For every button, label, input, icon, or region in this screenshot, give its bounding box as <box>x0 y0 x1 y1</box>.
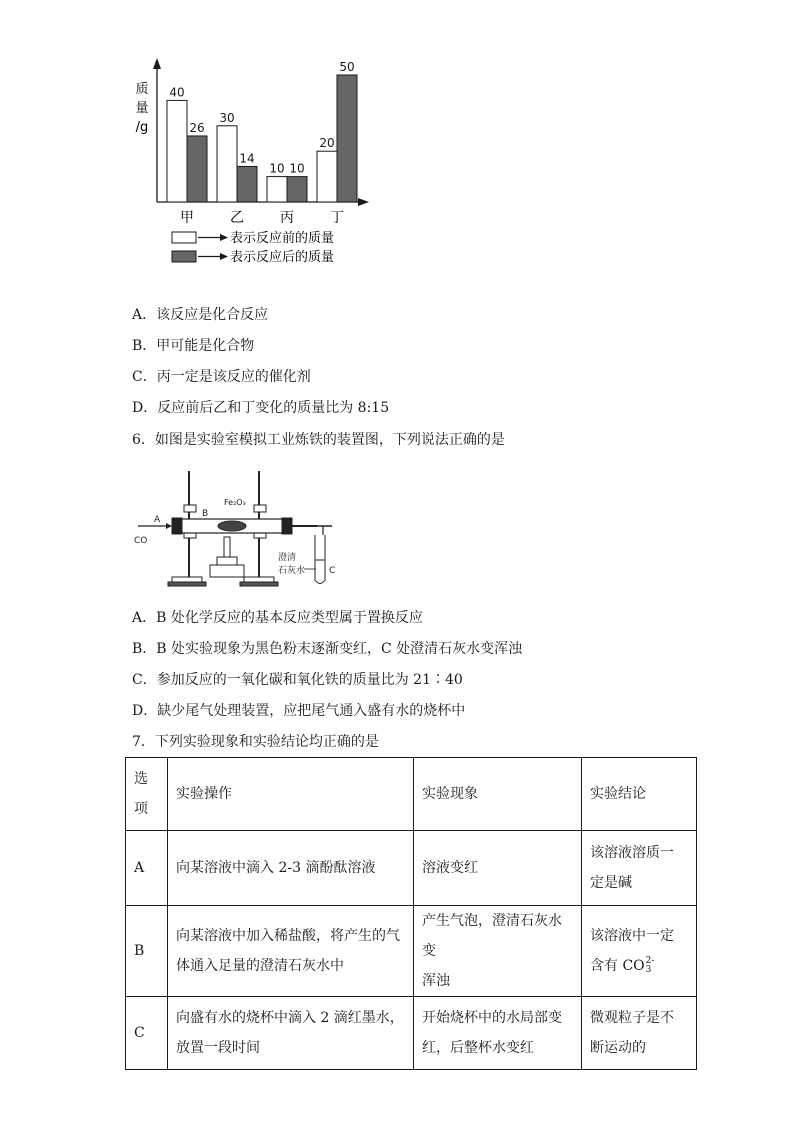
legend-arrow-head <box>220 234 228 241</box>
y-axis-label <box>135 82 148 135</box>
row-option: B <box>126 906 168 997</box>
category-label: 甲 <box>180 210 194 226</box>
bar-value-label: 40 <box>169 85 185 100</box>
q5-option-c[interactable]: C．丙一定是该反应的催化剂 <box>132 369 311 385</box>
y-axis-arrow <box>153 58 161 69</box>
q6-stem: 6．如图是实验室模拟工业炼铁的装置图，下列说法正确的是 <box>132 432 505 448</box>
header-conclusion: 实验结论 <box>582 758 697 831</box>
row-conclusion: 该溶液溶质一 定是碱 <box>582 831 697 906</box>
category-label: 丙 <box>280 210 294 226</box>
bar-value-label: 50 <box>339 60 355 74</box>
q6-option-a[interactable]: A．B 处化学反应的基本反应类型属于置换反应 <box>132 610 423 626</box>
table-row <box>126 906 697 997</box>
category-label: 乙 <box>230 210 244 226</box>
legend-label: 表示反应前的质量 <box>230 231 335 246</box>
mass-bar-chart <box>120 55 380 270</box>
label-co: CO <box>134 536 148 546</box>
row-option: A <box>126 831 168 906</box>
chart-categories <box>180 210 344 226</box>
label-c: C <box>329 566 336 576</box>
row-phenomenon: 开始烧杯中的水局部变 红，后整杯水变红 <box>414 997 582 1070</box>
y-label-line-3: /g <box>135 120 149 135</box>
legend-swatch <box>172 232 196 243</box>
y-label-line-1: 质 <box>135 82 149 97</box>
bar-value-label: 20 <box>319 136 335 151</box>
bar-value-label: 14 <box>239 151 255 166</box>
bar-after-0 <box>187 136 207 202</box>
carbonate-label: 含有 CO <box>590 958 645 974</box>
label-a: A <box>154 515 161 525</box>
bar-value-label: 26 <box>189 120 205 135</box>
alcohol-burner <box>210 537 244 577</box>
chart-bars <box>167 60 357 202</box>
bar-value-label: 10 <box>269 161 285 176</box>
q6-option-b[interactable]: B．B 处实验现象为黑色粉末逐渐变红，C 处澄清石灰水变浑浊 <box>132 641 523 657</box>
legend-arrow-head <box>220 253 228 260</box>
row-operation: 向某溶液中加入稀盐酸，将产生的气 体通入足量的澄清石灰水中 <box>168 906 414 997</box>
bar-value-label: 30 <box>219 110 235 125</box>
y-label-line-2: 量 <box>135 101 149 116</box>
category-label: 丁 <box>330 210 344 226</box>
q5-option-b[interactable]: B．甲可能是化合物 <box>132 338 255 354</box>
header-operation: 实验操作 <box>168 758 414 831</box>
row-operation: 向某溶液中滴入 2-3 滴酚酞溶液 <box>168 831 414 906</box>
label-fe2o3: Fe₂O₃ <box>224 498 246 507</box>
row-conclusion: 该溶液中一定 含有 CO 2- 3 <box>582 906 697 997</box>
carbonate-subscript: 3 <box>645 965 652 975</box>
bar-before-1 <box>217 126 237 202</box>
legend-label: 表示反应后的质量 <box>230 250 335 265</box>
bar-after-3 <box>337 75 357 202</box>
header-option: 选 项 <box>126 758 168 831</box>
q5-option-a[interactable]: A．该反应是化合反应 <box>132 307 269 323</box>
row-phenomenon: 产生气泡，澄清石灰水变 浑浊 <box>414 906 582 997</box>
table-row <box>126 997 697 1070</box>
label-b: B <box>202 509 209 519</box>
q5-option-d[interactable]: D．反应前后乙和丁变化的质量比为 8:15 <box>132 400 390 416</box>
row-operation: 向盛有水的烧杯中滴入 2 滴红墨水， 放置一段时间 <box>168 997 414 1070</box>
label-limewater-2: 石灰水 <box>278 566 306 576</box>
x-axis-arrow <box>358 198 369 206</box>
label-limewater-1: 澄清 <box>278 553 297 563</box>
row-conclusion: 微观粒子是不 断运动的 <box>582 997 697 1070</box>
bar-before-3 <box>317 151 337 202</box>
bar-value-label: 10 <box>289 161 305 176</box>
bar-before-0 <box>167 100 187 202</box>
row-option: C <box>126 997 168 1070</box>
carbonate-charge: 2- <box>645 956 655 966</box>
bar-after-1 <box>237 166 257 202</box>
header-phenomenon: 实验现象 <box>414 758 582 831</box>
bar-before-2 <box>267 177 287 202</box>
chart-legend <box>172 230 334 265</box>
q6-option-d[interactable]: D．缺少尾气处理装置，应把尾气通入盛有水的烧杯中 <box>132 703 466 719</box>
legend-swatch <box>172 251 196 262</box>
q7-stem: 7．下列实验现象和实验结论均正确的是 <box>132 734 379 750</box>
q7-experiment-table <box>125 757 697 1070</box>
q6-option-c[interactable]: C．参加反应的一氧化碳和氧化铁的质量比为 21∶40 <box>132 672 463 688</box>
iron-smelting-apparatus-figure <box>132 465 357 590</box>
row-phenomenon: 溶液变红 <box>414 831 582 906</box>
glass-tube <box>172 518 317 534</box>
fe2o3-powder <box>218 521 246 531</box>
table-header-row <box>126 758 697 831</box>
bar-after-2 <box>287 177 307 202</box>
table-row <box>126 831 697 906</box>
